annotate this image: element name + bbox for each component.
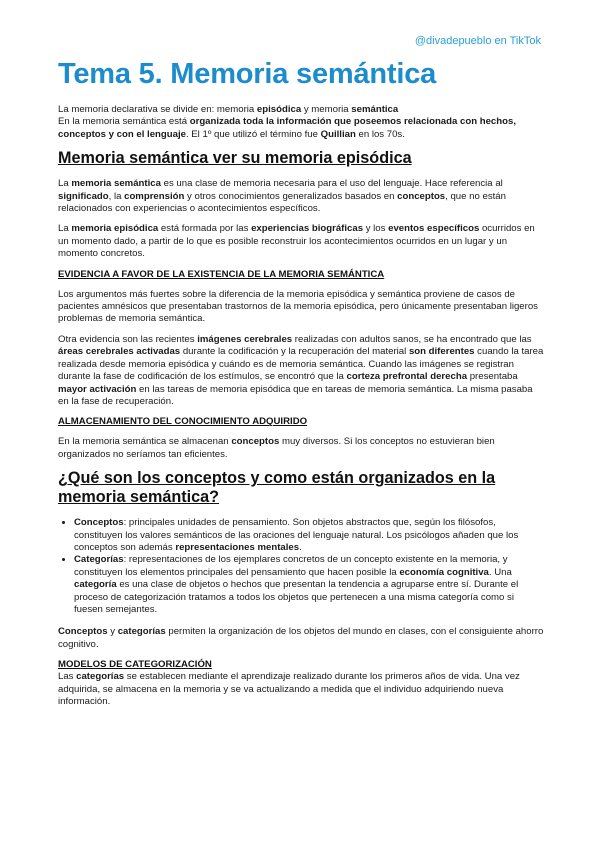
models-paragraph: Las categorías se establecen mediante el aprendizaje realizado durante los primeros años de vida. Una vez adquirida, se almacena en la memoria y se va actualizando a medida que el individuo adquiriendo nueva información. xyxy=(58,671,520,707)
page-title: Tema 5. Memoria semántica xyxy=(58,58,437,90)
semantic-memory-paragraph: La memoria semántica es una clase de memoria necesaria para el uso del lenguaje. Hace referencia al significado, la comprensión y otros conocimientos generalizados basados en conceptos, que no están relacionados con experiencias o acontecimientos específicos. xyxy=(58,178,506,215)
section-heading-concepts: ¿Qué son los conceptos y como están organizados en la memoria semántica? xyxy=(58,469,496,507)
list-item-categories: • Categorías: representaciones de los ejemplares concretos de un concepto existente en la memoria, y constituyen los elementos principales del pensamiento que hacen posible la economía cognitiva. Una categoría es una clase de objetos o hechos que presentan la tendencia a agruparse entre sí. Durante el proceso de categorización tratamos a todos los objetos que pertenecen a una misma categoría como si fuesen semejantes. xyxy=(74,554,544,616)
evidence-paragraph-1: Los argumentos más fuertes sobre la diferencia de la memoria episódica y semántica proviene de casos de pacientes amnésicos que presentaban trastornos de la memoria episódica, pero únicamente presentaban ligeros problemas de memoria semántica. xyxy=(58,288,538,325)
concepts-summary-paragraph: Conceptos y categorías permiten la organización de los objetos del mundo en clases, con el consiguiente ahorro cognitivo. xyxy=(58,626,544,650)
evidence-paragraph-2: Otra evidencia son las recientes imágenes cerebrales realizadas con adultos sanos, se ha encontrado que las áreas cerebrales activadas durante la codificación y la recuperación del material son diferentes cuando la tarea realizada desde memoria episódica y cuándo es de memoria semántica. Cuando las imágenes se registran durante la fase de codificación de los estímulos, se encontró que la corteza prefrontal derecha presentaba mayor activación en las tareas de memoria episódica que en tareas de memoria semántica. La misma pasaba en la fase de recuperación. xyxy=(58,333,544,407)
section-heading-semantic-vs-episodic: Memoria semántica ver su memoria episódica xyxy=(58,149,412,168)
subheading-models: MODELOS DE CATEGORIZACIÓN xyxy=(58,659,212,671)
list-item-concepts: • Conceptos: principales unidades de pensamiento. Son objetos abstractos que, según los filósofos, constituyen los valores semánticos de las oraciones del lenguaje natural. Los psicólogos añaden que los conceptos son además representaciones mentales. xyxy=(74,517,544,554)
intro-paragraph: La memoria declarativa se divide en: memoria episódica y memoria semántica En la memoria semántica está organizada toda la información que poseemos relacionada con hechos, conceptos y con el lenguaje. El 1º que utilizó el término fue Quillian en los 70s. xyxy=(58,104,516,140)
subheading-storage: ALMACENAMIENTO DEL CONOCIMIENTO ADQUIRIDO xyxy=(58,416,308,428)
subheading-evidence: EVIDENCIA A FAVOR DE LA EXISTENCIA DE LA MEMORIA SEMÁNTICA xyxy=(58,268,385,280)
author-handle: @divadepueblo en TikTok xyxy=(414,35,541,47)
document-body xyxy=(58,104,544,716)
storage-paragraph: En la memoria semántica se almacenan conceptos muy diversos. Si los conceptos no estuvieran bien organizados no seríamos tan eficientes. xyxy=(58,436,495,460)
episodic-memory-paragraph: La memoria episódica está formada por las experiencias biográficas y los eventos específicos ocurridos en un momento dado, a partir de lo que es posible reconstruir los acontecimientos ocurridos en un lugar y un momento concretos. xyxy=(58,223,535,260)
concepts-list xyxy=(58,517,544,616)
